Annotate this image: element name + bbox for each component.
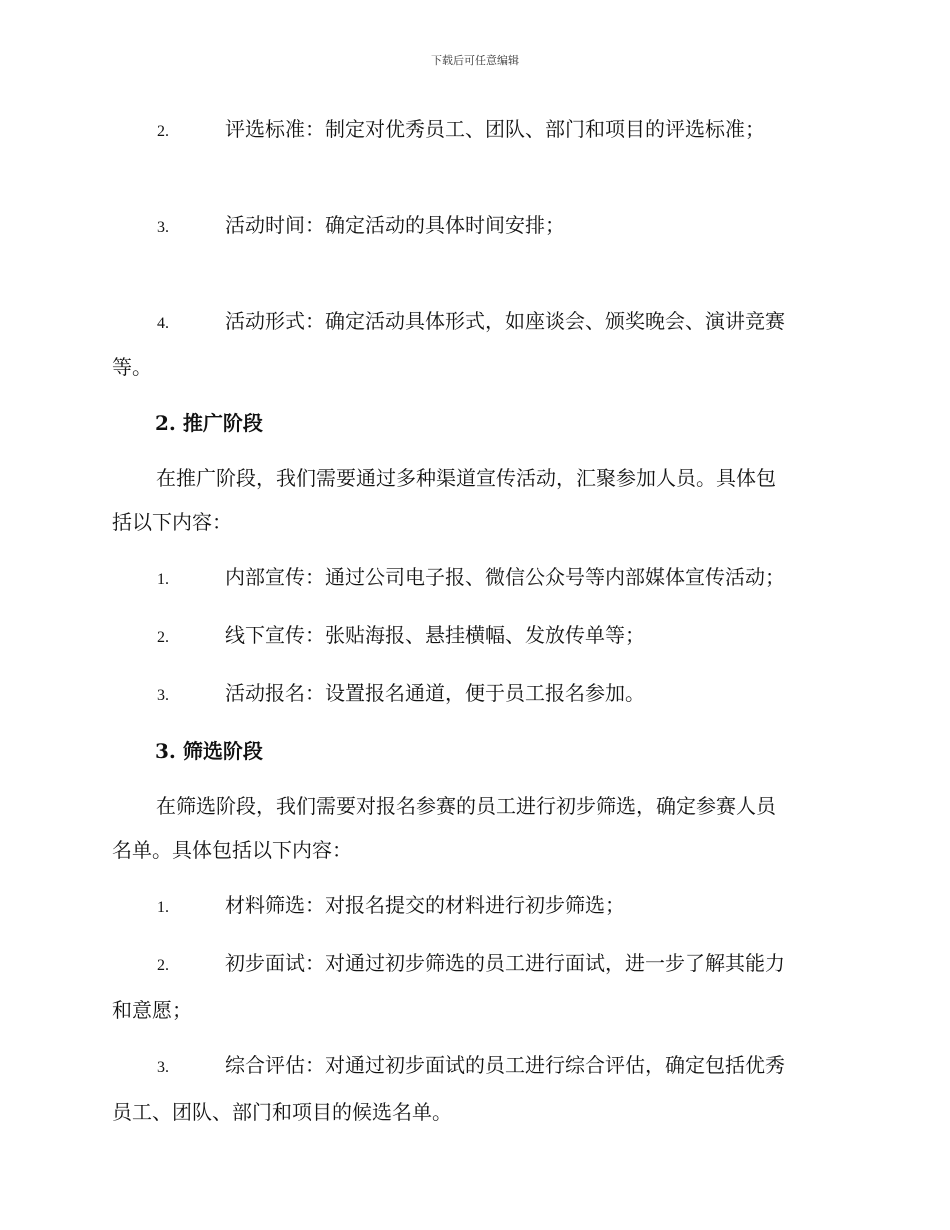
page-header: 下载后可任意编辑 <box>431 54 519 67</box>
paragraph: 在筛选阶段，我们需要对报名参赛的员工进行初步筛选，确定参赛人员 <box>156 794 776 818</box>
paragraph: 在推广阶段，我们需要通过多种渠道宣传活动，汇聚参加人员。具体包 <box>156 466 776 490</box>
list-number: 3. <box>157 1059 169 1076</box>
section-heading: 2. 推广阶段 <box>155 411 263 435</box>
document-body <box>112 110 832 1131</box>
list-text: 内部宣传：通过公司电子报、微信公众号等内部媒体宣传活动； <box>225 565 785 589</box>
list-text: 活动形式：确定活动具体形式，如座谈会、颁奖晚会、演讲竞赛 <box>225 309 785 333</box>
list-text: 初步面试：对通过初步筛选的员工进行面试，进一步了解其能力 <box>225 951 785 975</box>
list-item <box>112 1046 832 1087</box>
list-number: 3. <box>157 687 169 704</box>
list-number: 1. <box>157 899 169 916</box>
list-item <box>112 944 832 985</box>
paragraph-continuation: 名单。具体包括以下内容： <box>112 838 352 862</box>
list-item <box>112 110 832 151</box>
list-item <box>112 206 832 247</box>
list-number: 2. <box>157 957 169 974</box>
list-number: 4. <box>157 315 169 332</box>
list-number: 2. <box>157 629 169 646</box>
list-number: 2. <box>157 123 169 140</box>
list-text: 活动报名：设置报名通道，便于员工报名参加。 <box>225 681 645 705</box>
list-item-continuation: 等。 <box>112 355 152 379</box>
list-item <box>112 302 832 343</box>
section-heading: 3. 筛选阶段 <box>155 739 263 763</box>
list-text: 线下宣传：张贴海报、悬挂横幅、发放传单等； <box>225 623 645 647</box>
list-text: 评选标准：制定对优秀员工、团队、部门和项目的评选标准； <box>225 117 765 141</box>
list-text: 活动时间：确定活动的具体时间安排； <box>225 213 565 237</box>
list-text: 材料筛选：对报名提交的材料进行初步筛选； <box>225 893 625 917</box>
list-item-continuation: 和意愿； <box>112 998 192 1022</box>
list-item <box>112 558 832 599</box>
list-item <box>112 886 832 927</box>
list-item <box>112 616 832 657</box>
list-item <box>112 674 832 715</box>
list-number: 3. <box>157 219 169 236</box>
list-text: 综合评估：对通过初步面试的员工进行综合评估，确定包括优秀 <box>225 1053 785 1077</box>
list-item-continuation: 员工、团队、部门和项目的候选名单。 <box>112 1100 452 1124</box>
list-number: 1. <box>157 571 169 588</box>
paragraph-continuation: 括以下内容： <box>112 510 232 534</box>
